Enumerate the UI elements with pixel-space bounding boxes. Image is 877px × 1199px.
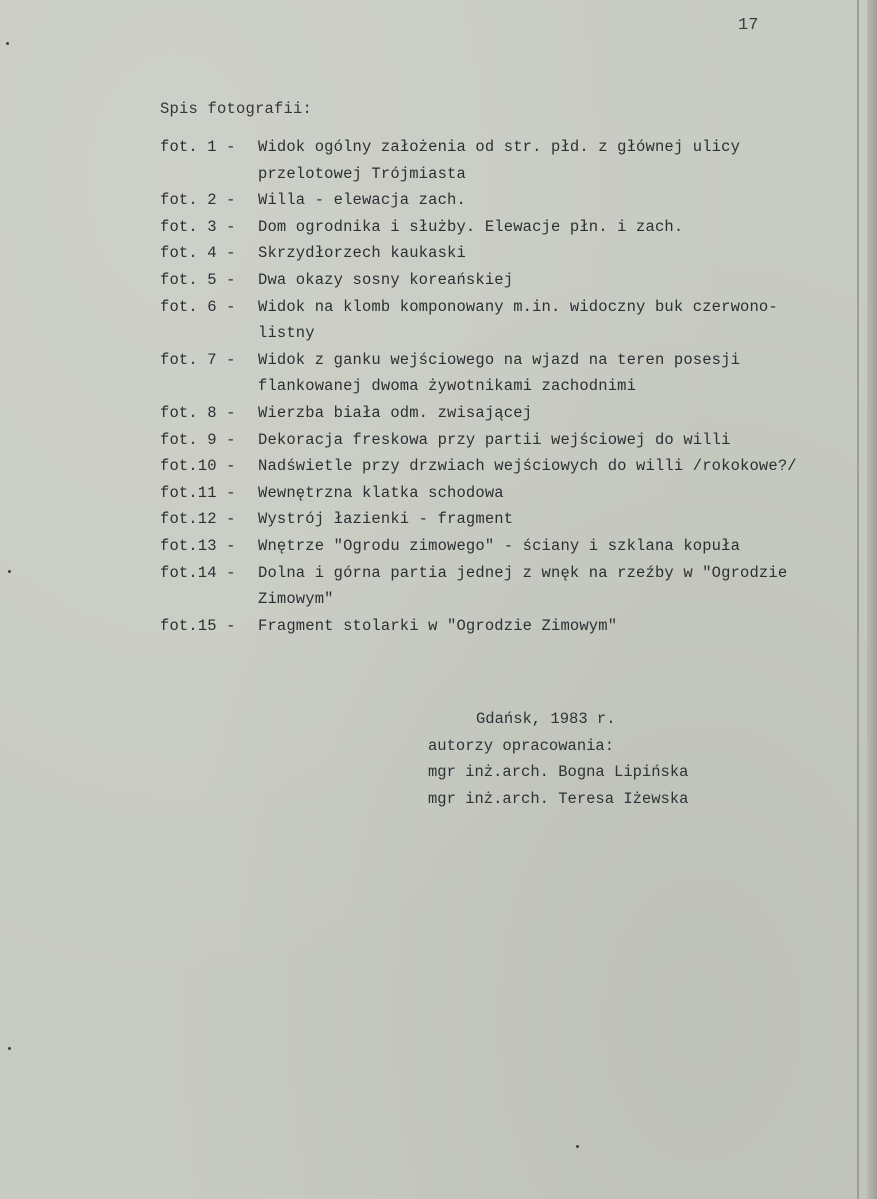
list-item <box>160 214 872 241</box>
punch-mark <box>6 42 9 45</box>
photo-description <box>258 480 872 507</box>
photo-label: fot. 2 - <box>160 191 236 210</box>
photo-label: fot.12 - <box>160 510 236 529</box>
photo-description <box>258 240 872 267</box>
signature-block <box>428 706 688 812</box>
description-line: listny <box>258 324 315 343</box>
place-date: Gdańsk, 1983 r. <box>476 710 616 728</box>
description-line: Widok ogólny założenia od str. płd. z głównej ulicy <box>258 138 741 156</box>
photo-description <box>258 533 872 560</box>
description-line: Nadświetle przy drzwiach wejściowych do willi /rokokowe?/ <box>258 457 797 476</box>
list-item <box>160 240 872 267</box>
description-line: Dolna i górna partia jednej z wnęk na rzeźby w "Ogrodzie <box>258 563 788 582</box>
description-line: Willa - elewacja zach. <box>258 191 466 210</box>
list-item <box>160 560 872 613</box>
description-line: Widok z ganku wejściowego na wjazd na teren posesji <box>258 350 741 369</box>
photo-label: fot. 7 - <box>160 350 236 369</box>
description-line: Skrzydłorzech kaukaski <box>258 244 466 263</box>
punch-mark <box>8 570 11 573</box>
description-line: Dekoracja freskowa przy partii wejściowej do willi <box>258 430 731 449</box>
list-item <box>160 187 872 214</box>
description-line: Dom ogrodnika i służby. Elewacje płn. i zach. <box>258 217 684 236</box>
photo-label: fot. 4 - <box>160 244 236 263</box>
photo-description <box>258 560 872 613</box>
photo-description <box>258 294 872 347</box>
author-name: mgr inż.arch. Teresa Iżewska <box>428 789 689 808</box>
photo-description <box>258 187 872 214</box>
photo-label: fot. 8 - <box>160 403 236 422</box>
photo-description <box>258 400 872 427</box>
description-line: Wierzba biała odm. zwisającej <box>258 403 533 422</box>
photo-description <box>258 267 872 294</box>
photo-label: fot.10 - <box>160 457 236 476</box>
photo-label: fot. 3 - <box>160 217 236 236</box>
description-line: przelotowej Trójmiasta <box>258 164 466 183</box>
authors-label: autorzy opracowania: <box>428 736 615 755</box>
list-item <box>160 294 872 347</box>
list-item <box>160 400 872 427</box>
list-item <box>160 347 872 400</box>
photo-label: fot.13 - <box>160 536 236 555</box>
page-number: 17 <box>738 16 759 35</box>
photo-description <box>258 613 872 640</box>
photo-list <box>160 134 872 639</box>
list-heading: Spis fotografii: <box>160 100 313 118</box>
ink-speck <box>576 1145 579 1148</box>
photo-description <box>258 347 872 400</box>
list-item <box>160 480 872 507</box>
list-item <box>160 453 872 480</box>
description-line: Wystrój łazienki - fragment <box>258 510 514 529</box>
photo-label: fot. 9 - <box>160 430 236 449</box>
photo-label: fot.11 - <box>160 483 236 502</box>
description-line: Zimowym" <box>258 590 334 609</box>
list-item <box>160 613 872 640</box>
photo-description <box>258 214 872 241</box>
description-line: Dwa okazy sosny koreańskiej <box>258 270 514 289</box>
photo-description <box>258 427 872 454</box>
list-item <box>160 506 872 533</box>
photo-label: fot.14 - <box>160 563 236 582</box>
description-line: Wnętrze "Ogrodu zimowego" - ściany i szklana kopuła <box>258 536 741 555</box>
description-line: Widok na klomb komponowany m.in. widoczny buk czerwono- <box>258 297 778 316</box>
description-line: Fragment stolarki w "Ogrodzie Zimowym" <box>258 616 618 635</box>
list-item <box>160 533 872 560</box>
photo-label: fot. 1 - <box>160 138 236 156</box>
list-item <box>160 267 872 294</box>
punch-mark <box>8 1047 11 1050</box>
photo-description <box>258 506 872 533</box>
author-name: mgr inż.arch. Bogna Lipińska <box>428 763 689 782</box>
photo-label: fot. 6 - <box>160 297 236 316</box>
list-item <box>160 134 872 187</box>
description-line: flankowanej dwoma żywotnikami zachodnimi <box>258 377 637 396</box>
photo-label: fot.15 - <box>160 616 236 635</box>
description-line: Wewnętrzna klatka schodowa <box>258 483 504 502</box>
photo-description <box>258 134 872 187</box>
photo-label: fot. 5 - <box>160 270 236 289</box>
list-item <box>160 427 872 454</box>
photo-description <box>258 453 872 480</box>
